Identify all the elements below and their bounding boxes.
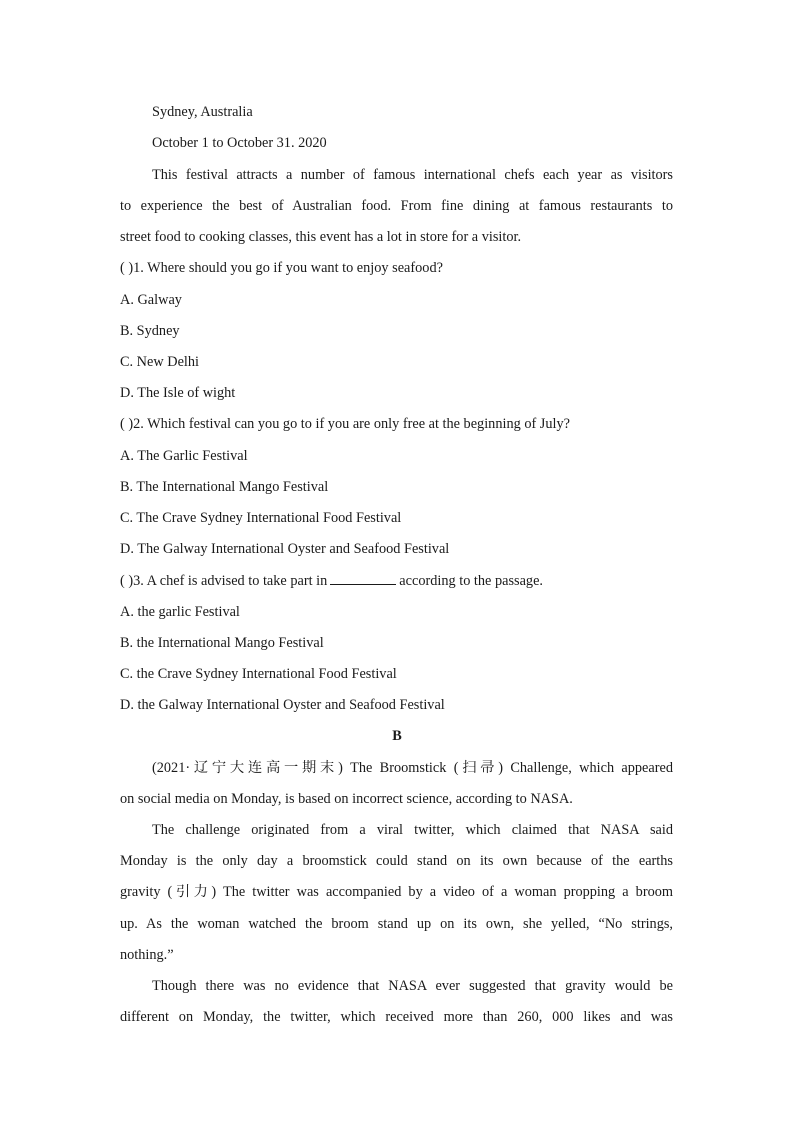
- paragraph-line: different on Monday, the twitter, which received more than 260, 000 likes and was: [120, 1009, 673, 1025]
- option-d: D. the Galway International Oyster and Seafood Festival: [120, 697, 445, 713]
- question-2: [120, 415, 570, 433]
- festival-date: October 1 to October 31. 2020: [152, 135, 327, 151]
- option-a: A. Galway: [120, 292, 182, 308]
- answer-blank-paren[interactable]: ( )3.: [120, 573, 144, 589]
- paragraph-line: nothing.”: [120, 947, 174, 963]
- section-heading: B: [392, 728, 402, 744]
- paragraph-line: Though there was no evidence that NASA ever suggested that gravity would be: [152, 978, 673, 994]
- question-text: Which festival can you go to if you are only free at the beginning of July?: [147, 416, 570, 432]
- option-d: D. The Galway International Oyster and Seafood Festival: [120, 541, 450, 557]
- paragraph-line: The challenge originated from a viral twitter, which claimed that NASA said: [152, 822, 673, 838]
- festival-description-line: to experience the best of Australian food. From fine dining at famous restaurants to: [120, 198, 673, 214]
- festival-description-line: This festival attracts a number of famous international chefs each year as visitors: [152, 167, 673, 183]
- answer-blank-paren[interactable]: ( )1.: [120, 260, 144, 276]
- option-c: C. The Crave Sydney International Food Festival: [120, 510, 402, 526]
- paragraph-line: gravity (引力) The twitter was accompanied by a video of a woman propping a broom: [120, 884, 673, 900]
- question-text: A chef is advised to take part in: [146, 573, 328, 589]
- option-a: A. the garlic Festival: [120, 604, 240, 620]
- paragraph-line: on social media on Monday, is based on incorrect science, according to NASA.: [120, 791, 573, 807]
- option-b: B. Sydney: [120, 323, 180, 339]
- question-text: according to the passage.: [399, 573, 543, 589]
- festival-location: Sydney, Australia: [152, 104, 253, 120]
- paragraph-line: (2021·辽宁大连高一期末) The Broomstick (扫帚) Challenge, which appeared: [152, 760, 673, 776]
- option-d: D. The Isle of wight: [120, 385, 236, 401]
- option-b: B. the International Mango Festival: [120, 635, 324, 651]
- festival-description-line: street food to cooking classes, this event has a lot in store for a visitor.: [120, 229, 522, 245]
- answer-blank-paren[interactable]: ( )2.: [120, 416, 144, 432]
- question-text: Where should you go if you want to enjoy seafood?: [147, 260, 443, 276]
- question-3: [120, 571, 543, 590]
- option-c: C. New Delhi: [120, 354, 200, 370]
- paragraph-line: Monday is the only day a broomstick could stand on its own because of the earths: [120, 853, 673, 869]
- option-c: C. the Crave Sydney International Food Festival: [120, 666, 397, 682]
- option-a: A. The Garlic Festival: [120, 448, 248, 464]
- option-b: B. The International Mango Festival: [120, 479, 329, 495]
- fill-in-blank[interactable]: [330, 571, 396, 585]
- paragraph-line: up. As the woman watched the broom stand up on its own, she yelled, “No strings,: [120, 916, 673, 932]
- question-1: [120, 259, 443, 277]
